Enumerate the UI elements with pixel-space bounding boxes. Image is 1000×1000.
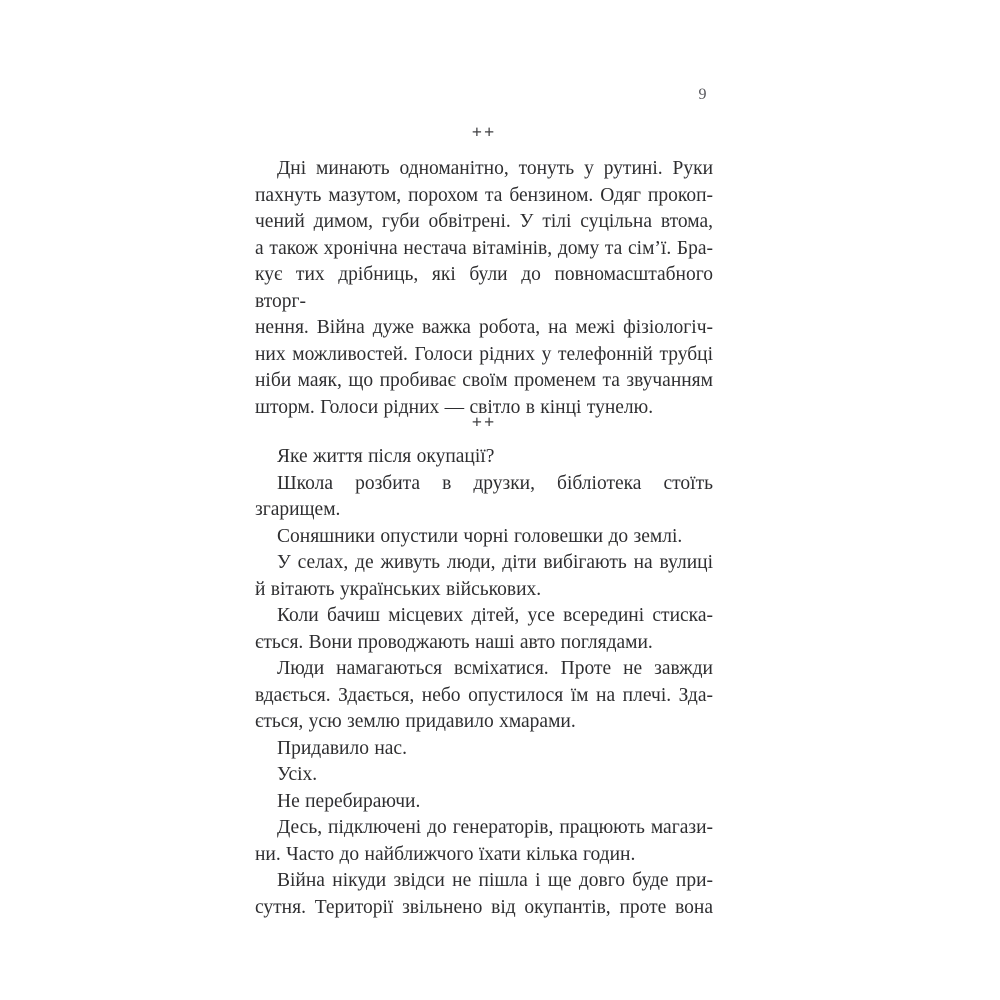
text-line: й вітають українських військових. — [255, 578, 542, 600]
text-line: ніби маяк, що пробиває своїм променем та звучанням — [255, 370, 713, 391]
text-line: вдається. Здається, небо опустилося їм на плечі. Зда- — [255, 684, 713, 706]
text-line: пахнуть мазутом, порохом та бензином. Одяг прокоп- — [255, 184, 713, 206]
text-line: а також хронічна нестача вітамінів, дому та сім’ї. Бра- — [255, 237, 713, 259]
section-separator: ++ — [471, 122, 497, 142]
text-line: нення. Війна дуже важка робота, на межі фізіологіч- — [255, 317, 713, 338]
text-line: них можливостей. Голоси рідних у телефонній трубці — [255, 343, 713, 365]
paragraph-block-1 — [255, 156, 713, 421]
text-line: шторм. Голоси рідних — світло в кінці тунелю. — [255, 396, 654, 418]
text-line: Десь, підключені до генераторів, працюють магази- — [277, 817, 713, 838]
section-separator: ++ — [471, 412, 497, 432]
text-line: Не перебираючи. — [277, 790, 421, 812]
text-line: чений димом, губи обвітрені. У тілі суцільна втома, — [255, 211, 713, 232]
text-line: сутня. Території звільнено від окупантів, проте вона — [255, 896, 713, 918]
page-number: 9 — [698, 86, 707, 103]
text-line: Дні минають одноманітно, тонуть у рутині. Руки — [277, 158, 713, 179]
text-line: Школа розбита в друзки, бібліотека стоїть згарищем. — [255, 472, 713, 520]
paragraph-block-2 — [255, 444, 713, 921]
text-line: ни. Часто до найближчого їхати кілька годин. — [255, 843, 636, 865]
text-line: У селах, де живуть люди, діти вибігають на вулиці — [277, 552, 713, 573]
text-line: кує тих дрібниць, які були до повномасштабного вторг- — [255, 264, 713, 312]
text-line: Коли бачиш місцевих дітей, усе всередині стиска- — [277, 605, 713, 626]
text-line: Яке життя після окупації? — [277, 446, 495, 467]
text-line: Люди намагаються всміхатися. Проте не завжди — [277, 658, 713, 679]
text-line: Придавило нас. — [277, 737, 407, 759]
text-line: Війна нікуди звідси не пішла і ще довго буде при- — [277, 870, 713, 891]
text-line: ється. Вони проводжають наші авто поглядами. — [255, 631, 653, 653]
text-line: Соняшники опустили чорні головешки до землі. — [277, 525, 683, 547]
text-line: ється, усю землю придавило хмарами. — [255, 711, 576, 732]
text-line: Усіх. — [277, 764, 318, 785]
